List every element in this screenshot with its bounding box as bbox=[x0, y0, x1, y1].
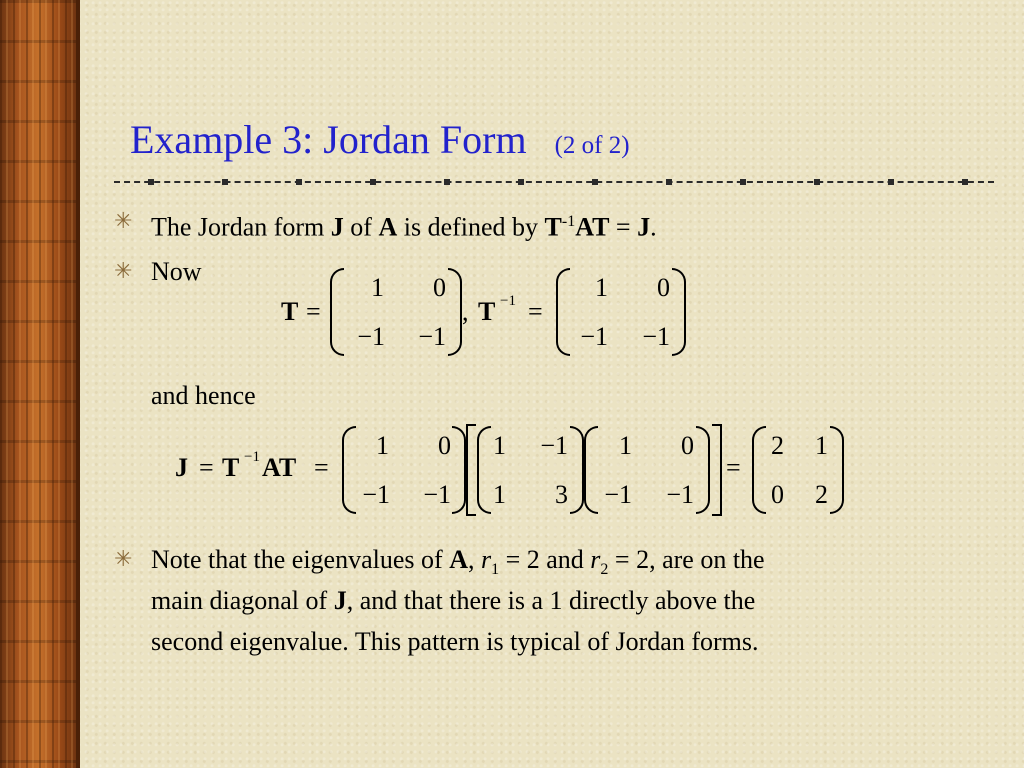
divider-dot bbox=[592, 179, 598, 185]
t-label: T bbox=[281, 297, 299, 326]
matrix-entry: −1 bbox=[540, 431, 568, 460]
equals: = bbox=[314, 453, 329, 482]
matrix-entry: 1 bbox=[371, 273, 384, 302]
bullet-icon: ✳ bbox=[114, 208, 133, 233]
matrix-entry: 3 bbox=[555, 480, 568, 509]
divider-dot bbox=[444, 179, 450, 185]
equals: = bbox=[726, 453, 741, 482]
wood-border bbox=[0, 0, 78, 768]
divider-dot bbox=[296, 179, 302, 185]
inverse-superscript: −1 bbox=[244, 449, 260, 465]
matrix-entry: 1 bbox=[815, 431, 828, 460]
matrix-entry: 0 bbox=[771, 480, 784, 509]
right-paren bbox=[830, 426, 844, 514]
matrix-entry: −1 bbox=[666, 480, 694, 509]
divider-dot bbox=[740, 179, 746, 185]
right-paren bbox=[452, 426, 466, 514]
right-paren bbox=[696, 426, 710, 514]
comma: , bbox=[462, 297, 469, 326]
matrix-entry: −1 bbox=[604, 480, 632, 509]
right-paren bbox=[672, 268, 686, 356]
matrix-entry: −1 bbox=[423, 480, 451, 509]
equals: = bbox=[528, 297, 543, 326]
matrix-entry: −1 bbox=[580, 322, 608, 351]
bullet-text-2: Now bbox=[151, 257, 202, 286]
title-sub: (2 of 2) bbox=[554, 132, 630, 159]
matrix-entry: 1 bbox=[595, 273, 608, 302]
bullet-text-3-line-1: Note that the eigenvalues of A, $r_1 = 2$ and $r_2 = 2$, are on the bbox=[151, 545, 765, 579]
and-hence-text: and hence bbox=[151, 381, 256, 410]
divider-dot bbox=[222, 179, 228, 185]
matrix-entry: −1 bbox=[357, 322, 385, 351]
divider-dot bbox=[962, 179, 968, 185]
t-inverse-label: T bbox=[478, 297, 496, 326]
inverse-superscript: −1 bbox=[500, 293, 516, 309]
matrix-entry: 0 bbox=[657, 273, 670, 302]
left-bracket bbox=[466, 424, 476, 516]
matrix-entry: 1 bbox=[376, 431, 389, 460]
right-paren bbox=[448, 268, 462, 356]
matrix-entry: 0 bbox=[438, 431, 451, 460]
matrix-entry: 0 bbox=[681, 431, 694, 460]
slide-title bbox=[130, 116, 630, 163]
wood-border-edge bbox=[76, 0, 80, 768]
matrix-entry: −1 bbox=[418, 322, 446, 351]
divider-dot bbox=[666, 179, 672, 185]
matrix-entry: 0 bbox=[433, 273, 446, 302]
title-main: Example 3: Jordan Form bbox=[130, 117, 527, 162]
matrix-entry: −1 bbox=[642, 322, 670, 351]
matrix-entry: −1 bbox=[362, 480, 390, 509]
bullet-text-3-line-2: main diagonal of J, and that there is a 1 directly above the bbox=[151, 586, 756, 615]
left-paren bbox=[330, 268, 344, 356]
divider-dot bbox=[518, 179, 524, 185]
bullet-icon: ✳ bbox=[114, 258, 133, 283]
bullet-icon: ✳ bbox=[114, 546, 133, 571]
divider-dot bbox=[148, 179, 154, 185]
equals: = bbox=[199, 453, 214, 482]
matrix-entry: 2 bbox=[815, 480, 828, 509]
matrix-entry: 2 bbox=[771, 431, 784, 460]
divider-dot bbox=[814, 179, 820, 185]
matrix-entry: 1 bbox=[493, 431, 506, 460]
equals: = bbox=[306, 297, 321, 326]
right-bracket bbox=[712, 424, 722, 516]
bullet-text-1: The Jordan form J of A is defined by $T^{-1}AT = J$. bbox=[151, 212, 657, 242]
divider-dot bbox=[370, 179, 376, 185]
right-paren bbox=[570, 426, 584, 514]
j-label: J bbox=[175, 453, 188, 482]
at-label: AT bbox=[262, 453, 297, 482]
bullet-text-3-line-3: second eigenvalue. This pattern is typical of Jordan forms. bbox=[151, 627, 759, 656]
divider-dot bbox=[888, 179, 894, 185]
matrix-entry: 1 bbox=[493, 480, 506, 509]
t-label: T bbox=[222, 453, 240, 482]
matrix-entry: 1 bbox=[619, 431, 632, 460]
title-divider bbox=[114, 181, 994, 191]
